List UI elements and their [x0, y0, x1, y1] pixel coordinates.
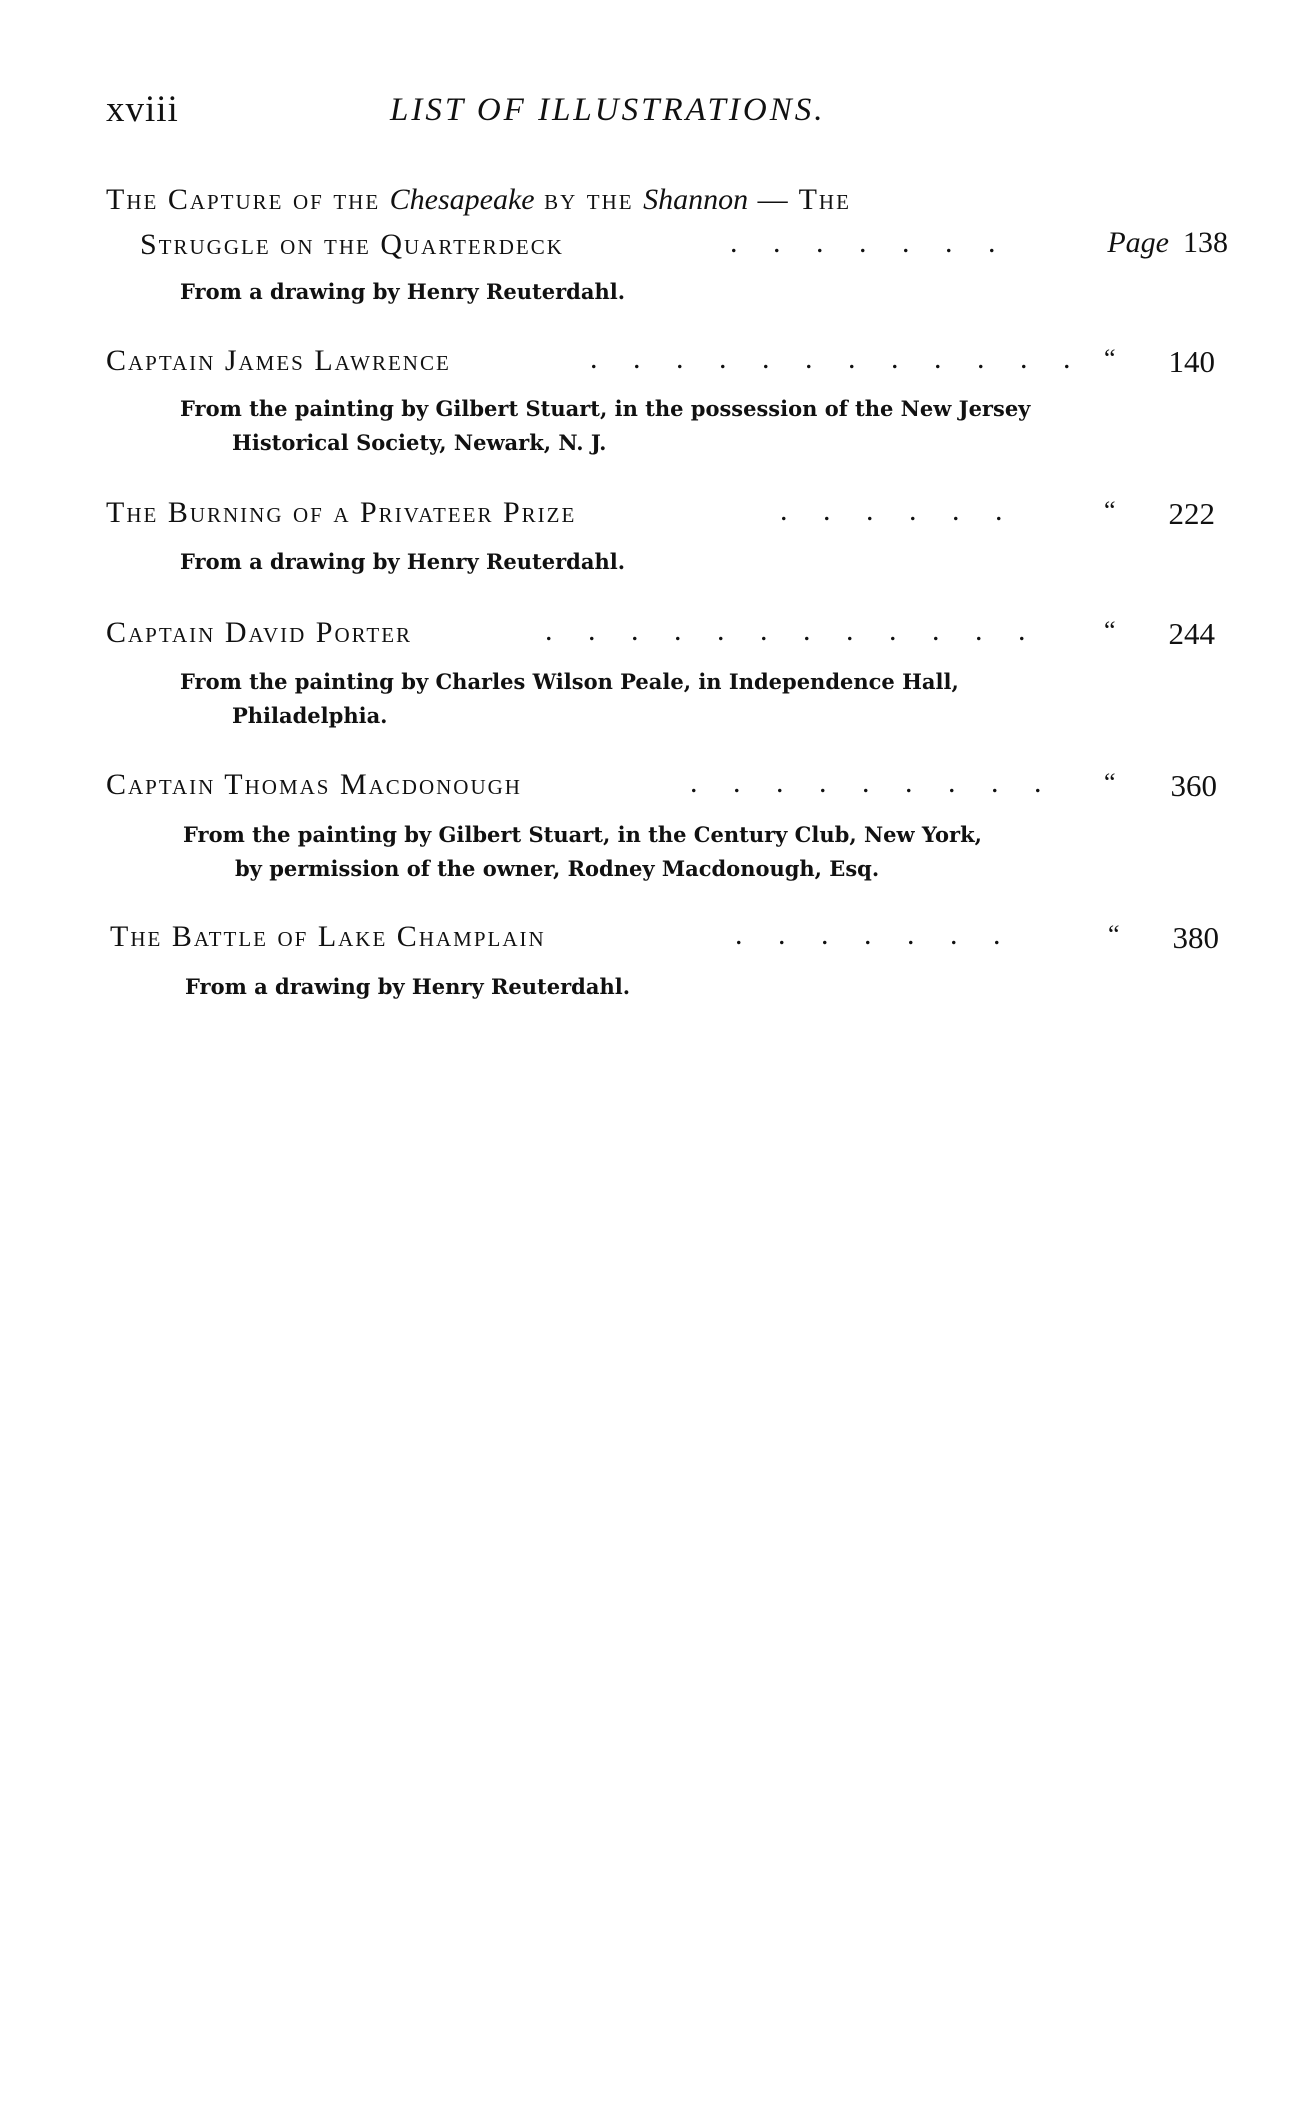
illustration-credit: From the painting by Charles Wilson Peale, in Independence Hall, Philadelphia. [180, 669, 959, 728]
dot-leader: . . . . . . . [735, 918, 1015, 951]
page-number-ref: 360 [1170, 768, 1217, 803]
entry-title: The Burning of a Privateer Prize [106, 496, 577, 529]
entry-title: Captain David Porter [106, 616, 413, 649]
dot-leader: . . . . . . . . . . . . [590, 342, 1085, 375]
ditto-mark: “ [1104, 768, 1116, 797]
dot-leader: . . . . . . [780, 494, 1017, 527]
page-number-ref: 138 [1183, 226, 1228, 259]
dot-leader: . . . . . . . [730, 226, 1010, 259]
page-number-ref: 222 [1168, 496, 1215, 531]
ditto-mark: “ [1104, 496, 1116, 525]
page-reference [1068, 226, 1228, 260]
entry-title: Captain James Lawrence [106, 344, 451, 377]
dot-leader: . . . . . . . . . . . . [545, 614, 1040, 647]
page-number: xviii [106, 89, 179, 130]
entry-title-line-2: Struggle on the Quarterdeck [140, 228, 564, 261]
dot-leader: . . . . . . . . . [690, 766, 1056, 799]
page-number-ref: 380 [1172, 920, 1219, 955]
entry-title: The Battle of Lake Champlain [110, 920, 546, 953]
illustration-credit: From a drawing by Henry Reuterdahl. [180, 549, 626, 574]
ship-name: Shannon [643, 183, 749, 216]
page-number-ref: 244 [1168, 616, 1215, 651]
page-label: Page [1107, 226, 1169, 259]
ditto-mark: “ [1104, 616, 1116, 645]
ditto-mark: “ [1104, 344, 1116, 373]
illustration-credit: From the painting by Gilbert Stuart, in the Century Club, New York, by permission of the owner, Rodney Macdonough, Esq. [183, 822, 982, 881]
entry-title-line-1: The Capture of the Chesapeake by the Shannon — The [106, 183, 851, 216]
entry-title: Captain Thomas Macdonough [106, 768, 522, 801]
ship-name: Chesapeake [389, 183, 535, 216]
ditto-mark: “ [1108, 920, 1120, 949]
page-number-ref: 140 [1168, 344, 1215, 379]
illustration-credit: From a drawing by Henry Reuterdahl. [180, 279, 626, 304]
illustration-credit: From a drawing by Henry Reuterdahl. [185, 974, 631, 999]
running-head-title: LIST OF ILLUSTRATIONS. [390, 92, 826, 128]
illustration-credit: From the painting by Gilbert Stuart, in the possession of the New Jersey Historical Society, Newark, N. J. [180, 396, 1031, 455]
